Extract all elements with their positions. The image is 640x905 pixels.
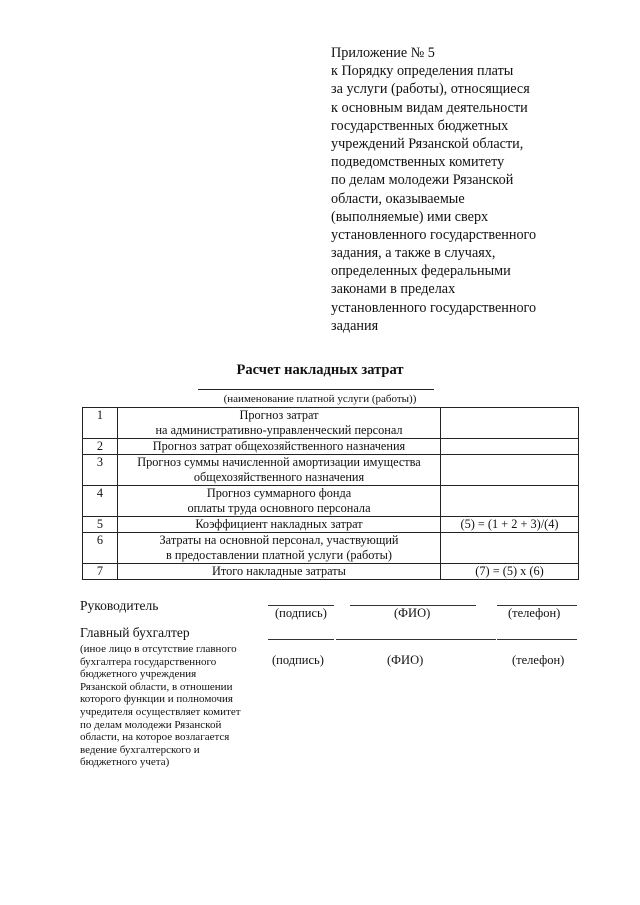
appendix-line: государственных бюджетных [331, 117, 509, 134]
appendix-line: установленного государственного [331, 226, 537, 243]
note-line: (иное лицо в отсутствие главного [80, 643, 237, 655]
row-formula [441, 408, 579, 439]
row-description-line: Прогноз суммы начисленной амортизации имущества [137, 455, 421, 469]
appendix-line: Приложение № 5 [331, 45, 435, 61]
chief-sign-line [268, 639, 334, 640]
row-number: 1 [83, 408, 118, 439]
row-description [118, 486, 441, 517]
service-name-line [198, 389, 434, 390]
note-line: области, на которое возлагается [80, 731, 230, 744]
row-description [118, 533, 441, 564]
appendix-line: задания [331, 317, 379, 334]
row-description-line: Прогноз затрат общехозяйственного назначения [152, 439, 406, 453]
note-line: бухгалтера государственного [80, 655, 217, 668]
row-description-line: Прогноз суммарного фонда [206, 486, 352, 500]
appendix-line: области, оказываемые [331, 190, 465, 207]
appendix-line: учреждений Рязанской области, [331, 135, 524, 152]
head-phone-caption: (телефон) [508, 606, 561, 620]
row-number: 4 [83, 486, 118, 517]
note-line: учредителя осуществляет комитет [80, 705, 241, 718]
row-description-line: Прогноз затрат [239, 408, 319, 422]
document-title: Расчет накладных затрат [236, 362, 404, 378]
appendix-line: к Порядку определения платы [331, 63, 514, 80]
row-description-line: Итого накладные затраты [212, 564, 346, 578]
table-row [83, 533, 579, 564]
chief-name-caption: (ФИО) [387, 653, 424, 667]
appendix-header [331, 44, 621, 335]
row-description [118, 564, 441, 580]
note-line: которого функции и полномочия [80, 693, 233, 706]
appendix-line: задания, а также в случаях, [331, 245, 496, 262]
row-description [118, 408, 441, 439]
appendix-line: за услуги (работы), относящиеся [331, 81, 530, 98]
table-row [83, 517, 579, 533]
row-description-line: Затраты на основной персонал, участвующий [159, 533, 399, 547]
head-label: Руководитель [80, 598, 159, 613]
row-description-line: на административно-управленческий персонал [155, 423, 403, 437]
appendix-line: установленного государственного [331, 299, 537, 316]
appendix-line: по делам молодежи Рязанской [331, 172, 514, 189]
table-row [83, 455, 579, 486]
row-formula [441, 439, 579, 455]
chief-phone-caption: (телефон) [512, 653, 565, 667]
chief-sign-caption: (подпись) [272, 653, 324, 667]
appendix-line: (выполняемые) ими сверх [331, 208, 489, 225]
row-number: 3 [83, 455, 118, 486]
note-line: Рязанской области, в отношении [80, 680, 233, 693]
row-formula: (7) = (5) x (6) [441, 564, 579, 580]
table-row [83, 486, 579, 517]
row-description-line: общехозяйственного назначения [193, 470, 365, 484]
row-formula: (5) = (1 + 2 + 3)/(4) [441, 517, 579, 533]
row-description-line: Коэффициент накладных затрат [195, 517, 363, 531]
appendix-line: подведомственных комитету [331, 154, 505, 171]
chief-accountant-note [80, 643, 280, 769]
head-name-caption: (ФИО) [394, 606, 431, 620]
note-line: бюджетного учета) [80, 756, 170, 769]
row-formula [441, 486, 579, 517]
head-sign-caption: (подпись) [275, 606, 327, 620]
table-row [83, 439, 579, 455]
row-number: 6 [83, 533, 118, 564]
row-number: 7 [83, 564, 118, 580]
row-formula [441, 533, 579, 564]
chief-accountant-label: Главный бухгалтер [80, 625, 190, 640]
row-formula [441, 455, 579, 486]
row-description [118, 439, 441, 455]
note-line: бюджетного учреждения [80, 668, 197, 681]
row-description [118, 455, 441, 486]
note-line: ведение бухгалтерского и [80, 743, 200, 756]
table-row [83, 408, 579, 439]
row-description-line: оплаты труда основного персонала [187, 501, 371, 515]
row-description [118, 517, 441, 533]
row-description-line: в предоставлении платной услуги (работы) [166, 548, 392, 562]
overhead-table [82, 407, 579, 580]
row-number: 5 [83, 517, 118, 533]
table-row [83, 564, 579, 580]
row-number: 2 [83, 439, 118, 455]
service-name-caption: (наименование платной услуги (работы)) [223, 393, 417, 405]
chief-phone-line [497, 639, 577, 640]
appendix-line: к основным видам деятельности [331, 99, 528, 116]
appendix-line: законами в пределах [331, 281, 456, 298]
appendix-line: определенных федеральными [331, 263, 511, 280]
chief-name-line [336, 639, 496, 640]
note-line: по делам молодежи Рязанской [80, 718, 222, 731]
